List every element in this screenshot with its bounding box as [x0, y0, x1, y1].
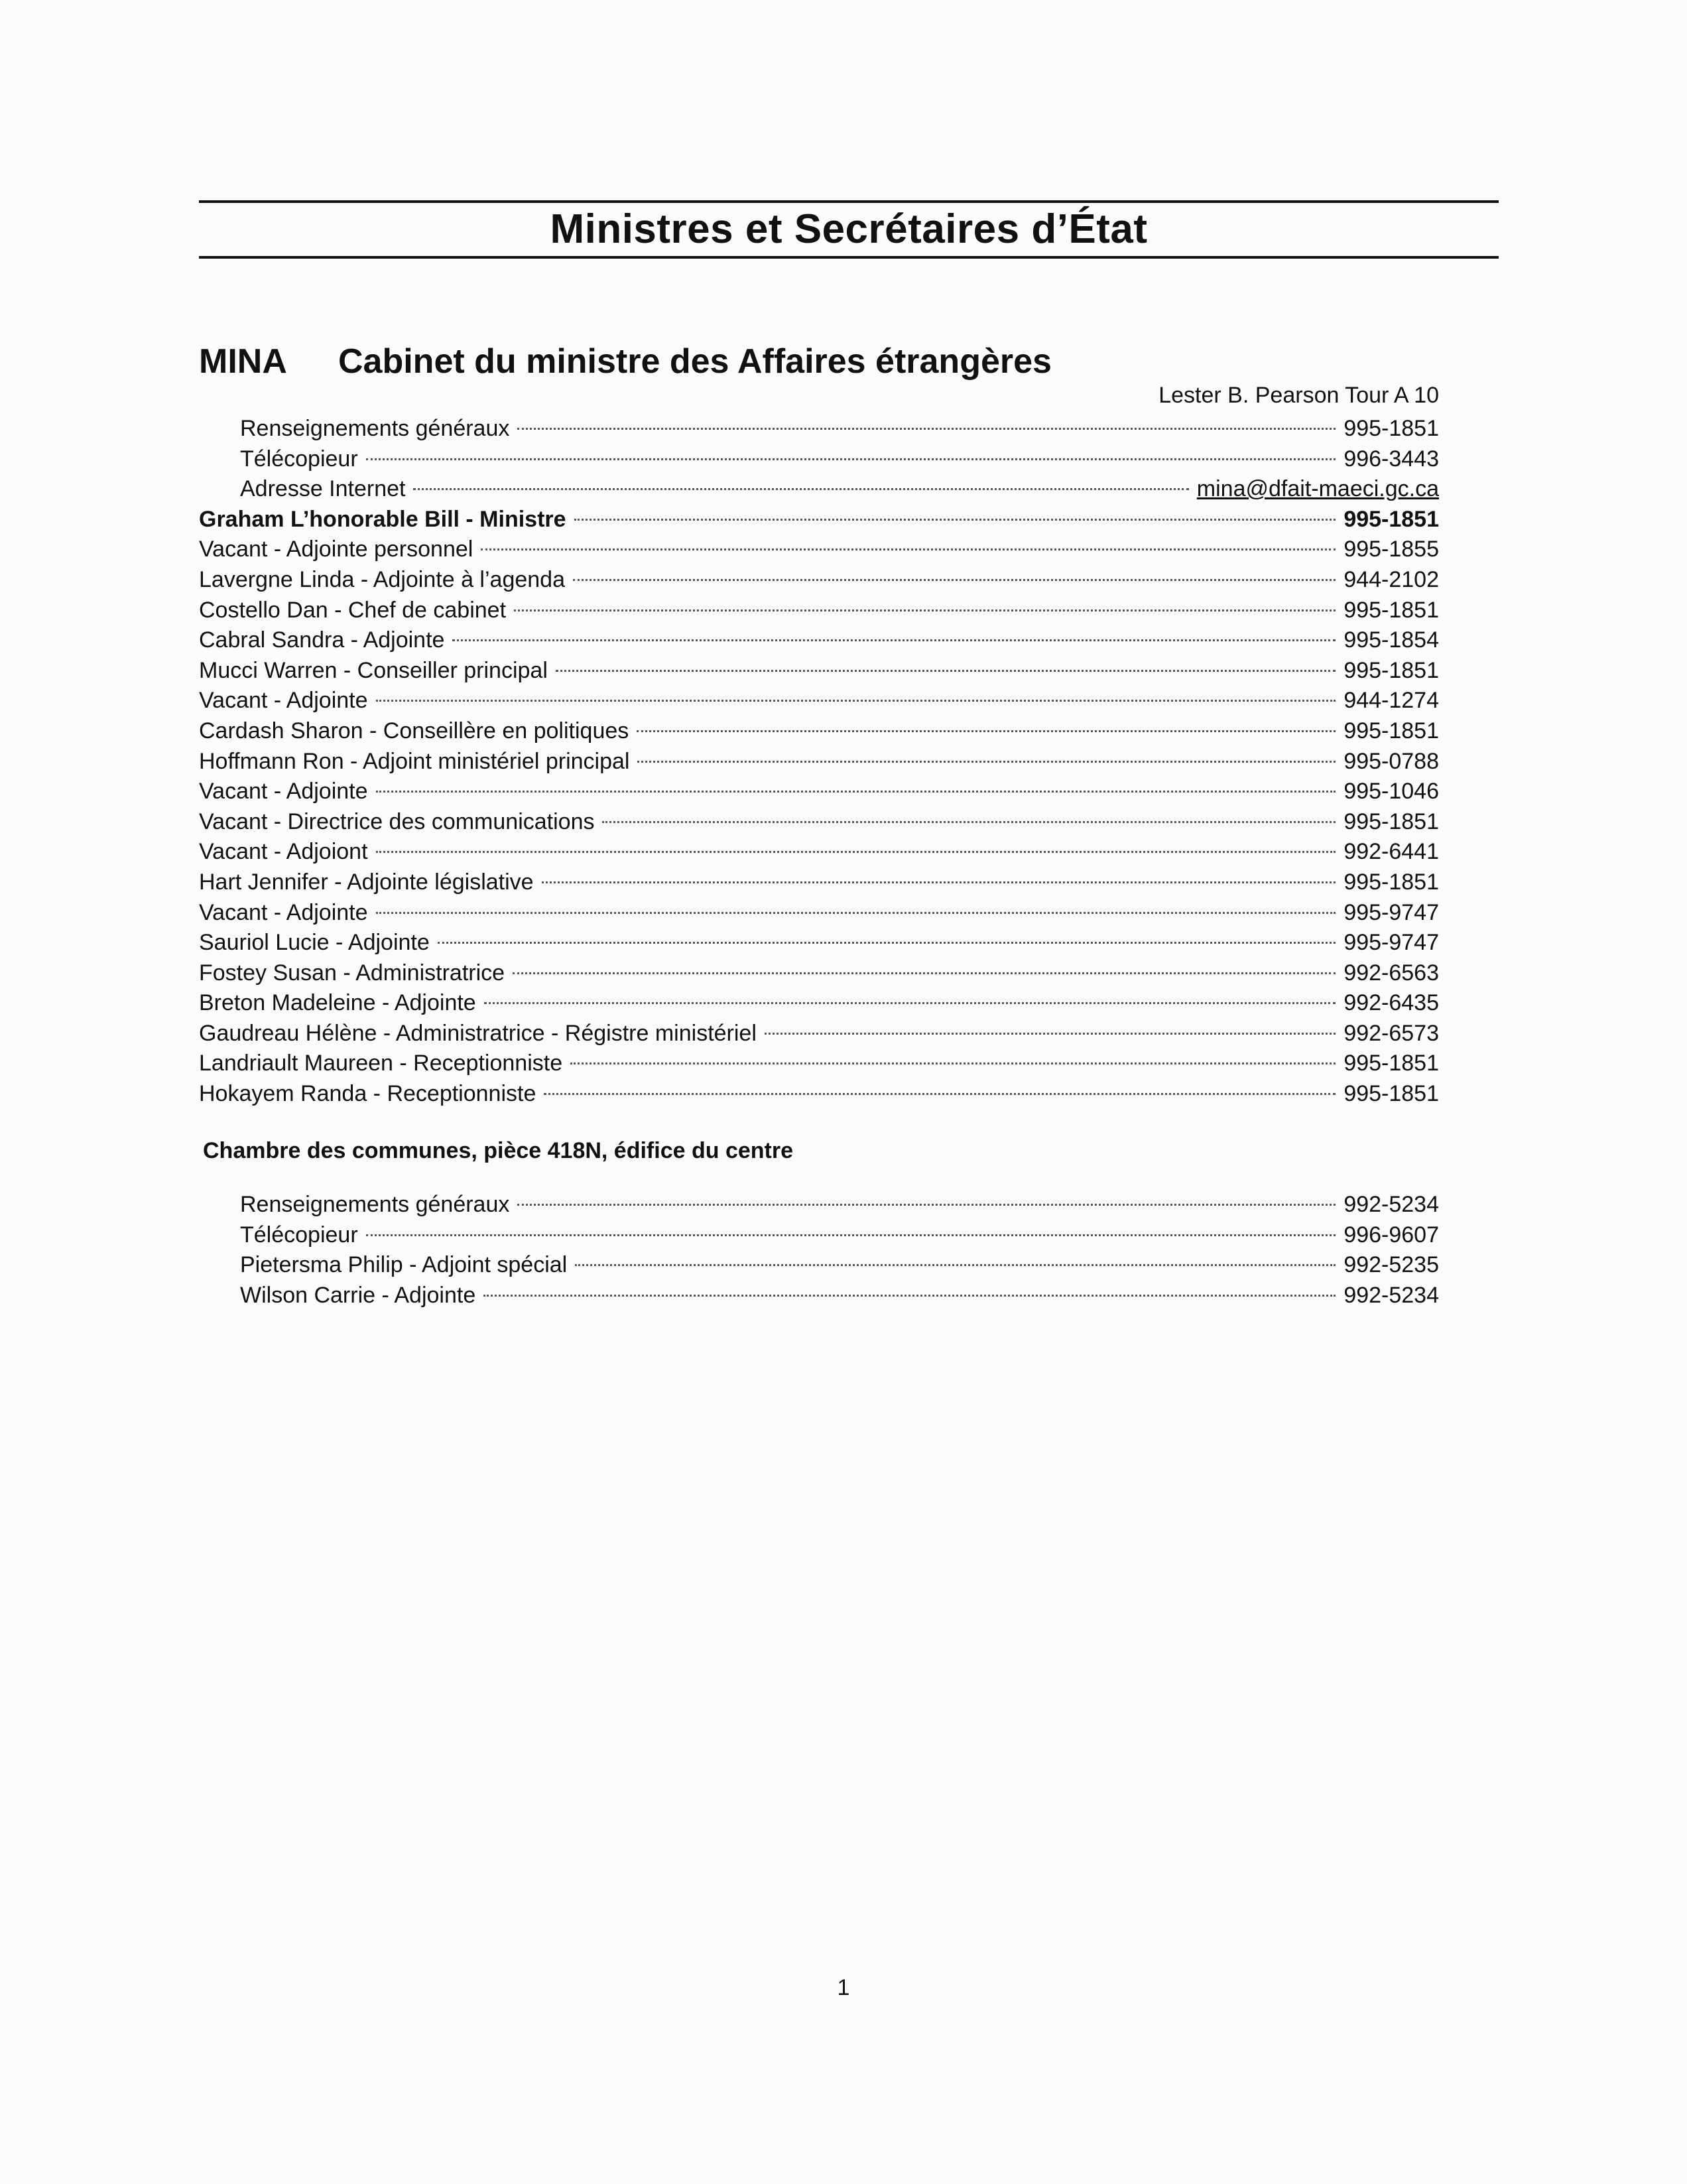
directory-entry — [199, 565, 1439, 596]
entry-phone: 995-1851 — [1343, 657, 1439, 683]
entry-label: Télécopieur — [240, 1222, 358, 1248]
dot-leader — [366, 458, 1336, 460]
dot-leader — [517, 1204, 1336, 1206]
directory-entry — [199, 928, 1439, 958]
dot-leader — [413, 488, 1188, 490]
directory-entry — [199, 1281, 1439, 1311]
entry-label: Vacant - Adjointe — [199, 899, 368, 925]
dot-leader — [484, 1002, 1336, 1004]
entry-label: Vacant - Adjointe — [199, 779, 368, 804]
directory-entry — [199, 444, 1439, 475]
dot-leader — [570, 1062, 1336, 1064]
entry-label: Hoffmann Ron - Adjoint ministériel principal — [199, 748, 630, 774]
entry-phone: 992-6573 — [1343, 1020, 1439, 1046]
entry-label: Adresse Internet — [240, 476, 406, 502]
directory-entry — [199, 596, 1439, 626]
entry-phone: 995-9747 — [1343, 930, 1439, 956]
entry-label: Vacant - Adjointe — [199, 688, 368, 714]
directory-entry — [199, 898, 1439, 929]
entry-label: Wilson Carrie - Adjointe — [240, 1282, 476, 1308]
section-heading — [199, 338, 1052, 385]
directory-entry — [199, 958, 1439, 989]
dot-leader — [637, 761, 1336, 763]
entry-label: Télécopieur — [240, 446, 358, 472]
directory-entry — [199, 867, 1439, 898]
directory-entry — [199, 656, 1439, 686]
dot-leader — [574, 519, 1336, 521]
dot-leader — [514, 610, 1336, 611]
directory-entry — [199, 535, 1439, 565]
entry-label: Graham L’honorable Bill - Ministre — [199, 506, 566, 532]
directory-entry — [199, 686, 1439, 716]
dot-leader — [602, 821, 1336, 823]
entry-phone: 944-2102 — [1343, 566, 1439, 592]
entry-label: Vacant - Directrice des communications — [199, 808, 595, 834]
directory-entry — [199, 625, 1439, 656]
page-title: Ministres et Secrétaires d’État — [550, 206, 1148, 252]
entry-phone: 995-0788 — [1343, 748, 1439, 774]
entry-phone: 995-1851 — [1343, 869, 1439, 895]
dot-leader — [573, 579, 1336, 581]
directory-entry — [199, 1049, 1439, 1079]
subsection-list — [199, 1190, 1439, 1311]
directory-entry — [199, 505, 1439, 535]
dot-leader — [376, 851, 1336, 853]
entry-phone: 995-1855 — [1343, 537, 1439, 562]
entry-phone: 995-1851 — [1343, 1051, 1439, 1076]
entry-phone: 992-5234 — [1343, 1192, 1439, 1217]
directory-list — [199, 414, 1439, 1110]
directory-entry — [199, 414, 1439, 444]
dot-leader — [556, 670, 1336, 672]
entry-phone: 995-1046 — [1343, 779, 1439, 804]
dot-leader — [376, 700, 1336, 702]
dot-leader — [544, 1093, 1336, 1095]
entry-phone: 995-1854 — [1343, 627, 1439, 653]
directory-entry — [199, 474, 1439, 505]
entry-phone: 995-1851 — [1343, 597, 1439, 623]
entry-label: Vacant - Adjointe personnel — [199, 537, 473, 562]
entry-phone: 995-1851 — [1343, 808, 1439, 834]
dot-leader — [765, 1033, 1336, 1035]
entry-label: Cabral Sandra - Adjointe — [199, 627, 445, 653]
entry-label: Pietersma Philip - Adjoint spécial — [240, 1252, 568, 1278]
entry-phone: 944-1274 — [1343, 688, 1439, 714]
entry-label: Costello Dan - Chef de cabinet — [199, 597, 507, 623]
entry-phone: 992-6441 — [1343, 839, 1439, 865]
entry-label: Sauriol Lucie - Adjointe — [199, 930, 430, 956]
dot-leader — [513, 972, 1336, 974]
directory-entry — [199, 1079, 1439, 1110]
entry-phone: 996-9607 — [1343, 1222, 1439, 1248]
directory-entry — [199, 716, 1439, 747]
entry-phone: 992-5235 — [1343, 1252, 1439, 1278]
entry-label: Breton Madeleine - Adjointe — [199, 990, 476, 1016]
entry-phone: 995-1851 — [1343, 718, 1439, 743]
dot-leader — [438, 942, 1336, 944]
directory-entry — [199, 837, 1439, 867]
entry-phone: 995-1851 — [1343, 1081, 1439, 1107]
entry-label: Mucci Warren - Conseiller principal — [199, 657, 548, 683]
directory-entry — [199, 988, 1439, 1019]
page-number: 1 — [837, 1975, 850, 2000]
entry-phone: 996-3443 — [1343, 446, 1439, 472]
dot-leader — [637, 730, 1336, 732]
section-location: Lester B. Pearson Tour A 10 — [1158, 383, 1439, 408]
directory-entry — [199, 1190, 1439, 1220]
dot-leader — [452, 639, 1336, 641]
directory-entry — [199, 747, 1439, 777]
dot-leader — [575, 1264, 1336, 1266]
entry-label: Hart Jennifer - Adjointe législative — [199, 869, 534, 895]
subsection-heading: Chambre des communes, pièce 418N, édifice du centre — [203, 1138, 793, 1163]
entry-label: Renseignements généraux — [240, 1192, 510, 1217]
dot-leader — [376, 912, 1336, 914]
directory-entry — [199, 1220, 1439, 1251]
section-name: Cabinet du ministre des Affaires étrangères — [338, 342, 1052, 381]
dot-leader — [542, 881, 1336, 883]
entry-label: Lavergne Linda - Adjointe à l’agenda — [199, 566, 565, 592]
entry-label: Renseignements généraux — [240, 416, 510, 441]
directory-entry — [199, 1250, 1439, 1281]
entry-label: Landriault Maureen - Receptionniste — [199, 1051, 563, 1076]
entry-phone: 992-5234 — [1343, 1282, 1439, 1308]
entry-phone: 995-1851 — [1343, 506, 1439, 532]
directory-entry — [199, 777, 1439, 807]
entry-phone: 995-9747 — [1343, 899, 1439, 925]
directory-entry — [199, 1019, 1439, 1049]
section-code: MINA — [199, 342, 287, 381]
dot-leader — [483, 1295, 1336, 1297]
dot-leader — [366, 1234, 1336, 1236]
entry-phone: 992-6563 — [1343, 960, 1439, 986]
email-link[interactable]: mina@dfait-maeci.gc.ca — [1196, 476, 1439, 502]
entry-phone: 995-1851 — [1343, 416, 1439, 441]
dot-leader — [481, 548, 1336, 550]
entry-label: Cardash Sharon - Conseillère en politiques — [199, 718, 629, 743]
directory-entry — [199, 807, 1439, 838]
title-rule-bottom — [199, 256, 1499, 259]
entry-phone: 992-6435 — [1343, 990, 1439, 1016]
entry-label: Gaudreau Hélène - Administratrice - Régistre ministériel — [199, 1020, 757, 1046]
entry-label: Fostey Susan - Administratrice — [199, 960, 505, 986]
dot-leader — [517, 428, 1336, 430]
entry-label: Hokayem Randa - Receptionniste — [199, 1081, 536, 1107]
entry-label: Vacant - Adjoiont — [199, 839, 368, 865]
dot-leader — [376, 791, 1336, 793]
